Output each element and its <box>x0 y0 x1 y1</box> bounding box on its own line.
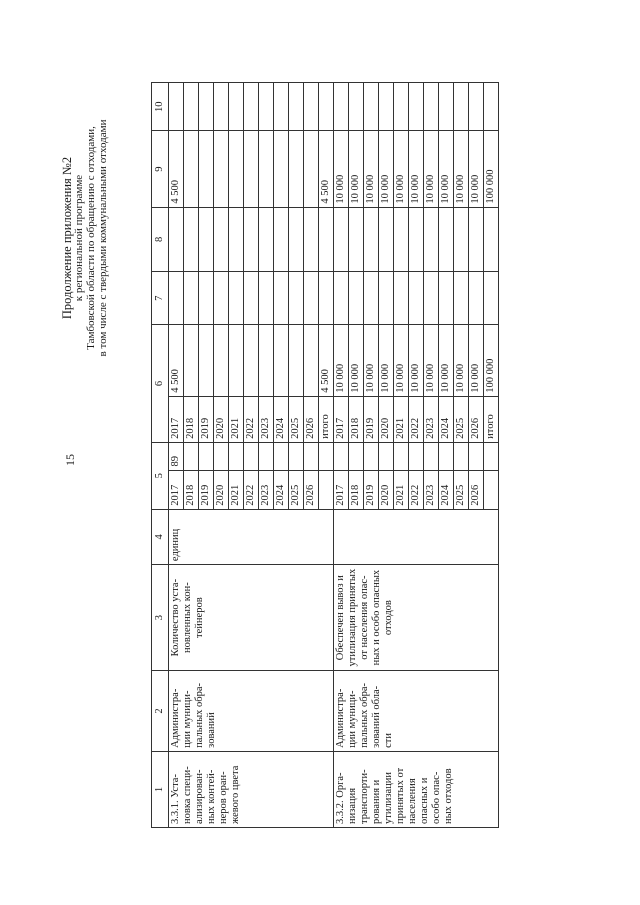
amount-cell <box>199 325 214 397</box>
amount-cell <box>439 207 454 272</box>
year-cell: 2026 <box>304 396 319 442</box>
table-row <box>169 83 184 828</box>
unit-cell: единиц <box>169 509 334 564</box>
executor-cell: Администра-ции муници-пальных обра-зований обла-сти <box>334 671 499 752</box>
year-cell: 2024 <box>439 396 454 442</box>
year-cell: 2023 <box>259 470 274 509</box>
amount-cell <box>274 207 289 272</box>
amount-cell: 100 000 <box>484 131 499 207</box>
year-cell: 2026 <box>304 470 319 509</box>
amount-cell <box>319 83 334 132</box>
amount-cell: 10 000 <box>394 325 409 397</box>
amount-cell <box>469 83 484 132</box>
amount-cell <box>379 272 394 325</box>
amount-cell: 10 000 <box>469 325 484 397</box>
column-number-row <box>152 83 169 828</box>
amount-cell <box>169 83 184 132</box>
year-cell <box>319 470 334 509</box>
amount-cell <box>304 83 319 132</box>
amount-cell <box>214 325 229 397</box>
year-cell: 2025 <box>289 396 304 442</box>
value-cell <box>484 442 499 470</box>
appendix-line-3: Тамбовской области по обращению с отходами, <box>85 126 97 350</box>
year-cell: 2025 <box>454 396 469 442</box>
value-cell <box>469 442 484 470</box>
amount-cell <box>169 207 184 272</box>
amount-cell <box>214 131 229 207</box>
amount-cell <box>364 272 379 325</box>
amount-cell <box>439 83 454 132</box>
amount-cell <box>304 207 319 272</box>
amount-cell: 10 000 <box>334 325 349 397</box>
amount-cell: 10 000 <box>409 131 424 207</box>
amount-cell <box>289 83 304 132</box>
amount-cell <box>244 272 259 325</box>
amount-cell <box>364 207 379 272</box>
year-cell: 2024 <box>274 470 289 509</box>
value-cell <box>259 442 274 470</box>
amount-cell <box>259 272 274 325</box>
appendix-line-4: в том числе с твердыми коммунальными отходами <box>97 119 109 357</box>
amount-cell <box>379 83 394 132</box>
amount-cell: 100 000 <box>484 325 499 397</box>
item-cell: 3.3.1. Уста-новка специ-ализирован-ных контей-неров оран-жевого цвета <box>169 751 334 827</box>
year-cell: 2026 <box>469 396 484 442</box>
amount-cell <box>184 131 199 207</box>
table-row <box>334 83 349 828</box>
value-cell <box>229 442 244 470</box>
amount-cell <box>304 325 319 397</box>
amount-cell <box>244 325 259 397</box>
amount-cell <box>409 83 424 132</box>
amount-cell <box>334 83 349 132</box>
year-cell: 2021 <box>229 470 244 509</box>
col-number: 1 <box>152 751 169 827</box>
amount-cell <box>274 83 289 132</box>
value-cell: 89 <box>169 442 184 470</box>
amount-cell <box>484 272 499 325</box>
value-cell <box>214 442 229 470</box>
year-cell: 2025 <box>454 470 469 509</box>
amount-cell: 10 000 <box>394 131 409 207</box>
year-cell: 2020 <box>214 396 229 442</box>
amount-cell: 10 000 <box>379 131 394 207</box>
amount-cell: 10 000 <box>439 131 454 207</box>
amount-cell: 10 000 <box>364 325 379 397</box>
value-cell <box>349 442 364 470</box>
amount-cell <box>244 131 259 207</box>
year-cell: итого <box>484 396 499 442</box>
amount-cell: 4 500 <box>169 325 184 397</box>
value-cell <box>244 442 259 470</box>
year-cell: 2018 <box>184 396 199 442</box>
amount-cell <box>289 207 304 272</box>
year-cell: 2017 <box>334 396 349 442</box>
appendix-heading <box>61 78 109 398</box>
amount-cell: 10 000 <box>424 131 439 207</box>
year-cell: 2019 <box>199 470 214 509</box>
value-cell <box>319 442 334 470</box>
amount-cell: 10 000 <box>454 131 469 207</box>
year-cell: 2017 <box>334 470 349 509</box>
amount-cell <box>454 272 469 325</box>
col-number: 4 <box>152 509 169 564</box>
amount-cell <box>349 272 364 325</box>
amount-cell <box>199 207 214 272</box>
amount-cell <box>304 272 319 325</box>
amount-cell <box>334 207 349 272</box>
amount-cell <box>469 207 484 272</box>
amount-cell <box>259 207 274 272</box>
appendix-title: Продолжение приложения №2 <box>60 156 74 320</box>
col-number: 5 <box>152 442 169 509</box>
page-header <box>55 52 147 852</box>
appendix-line-2: к региональной программе <box>73 174 85 302</box>
year-cell <box>484 470 499 509</box>
amount-cell: 10 000 <box>349 131 364 207</box>
value-cell <box>439 442 454 470</box>
amount-cell <box>484 207 499 272</box>
amount-cell <box>169 272 184 325</box>
col-number: 6 <box>152 325 169 443</box>
amount-cell <box>454 207 469 272</box>
year-cell: 2020 <box>379 470 394 509</box>
amount-cell: 4 500 <box>169 131 184 207</box>
amount-cell <box>244 83 259 132</box>
amount-cell <box>289 325 304 397</box>
value-cell <box>184 442 199 470</box>
amount-cell <box>304 131 319 207</box>
amount-cell <box>274 272 289 325</box>
amount-cell <box>424 272 439 325</box>
year-cell: 2023 <box>424 396 439 442</box>
amount-cell <box>454 83 469 132</box>
year-cell: 2021 <box>394 470 409 509</box>
amount-cell <box>349 207 364 272</box>
amount-cell <box>229 325 244 397</box>
year-cell: 2020 <box>214 470 229 509</box>
value-cell <box>454 442 469 470</box>
amount-cell <box>244 207 259 272</box>
year-cell: 2017 <box>169 470 184 509</box>
indicator-cell: Количество уста-новленных кон-тейнеров <box>169 565 334 671</box>
col-number: 7 <box>152 272 169 325</box>
col-number: 8 <box>152 207 169 272</box>
year-cell: 2024 <box>274 396 289 442</box>
amount-cell <box>199 131 214 207</box>
year-cell: 2020 <box>379 396 394 442</box>
amount-cell <box>214 272 229 325</box>
page-number: 15 <box>63 454 77 466</box>
amount-cell <box>259 325 274 397</box>
amount-cell <box>364 83 379 132</box>
amount-cell <box>214 83 229 132</box>
amount-cell <box>184 272 199 325</box>
indicator-cell: Обеспечен вывоз и утилизация принятых от населения опас-ных и особо опасных отходов <box>334 565 499 671</box>
amount-cell: 10 000 <box>454 325 469 397</box>
amount-cell <box>394 83 409 132</box>
amount-cell <box>394 207 409 272</box>
amount-cell <box>199 83 214 132</box>
program-table <box>151 82 499 828</box>
amount-cell <box>424 207 439 272</box>
year-cell: 2019 <box>364 396 379 442</box>
amount-cell <box>394 272 409 325</box>
amount-cell <box>439 272 454 325</box>
col-number: 2 <box>152 671 169 752</box>
year-cell: 2022 <box>409 470 424 509</box>
value-cell <box>379 442 394 470</box>
year-cell: 2018 <box>349 396 364 442</box>
year-cell: 2019 <box>364 470 379 509</box>
amount-cell <box>289 131 304 207</box>
year-cell: 2019 <box>199 396 214 442</box>
amount-cell <box>259 83 274 132</box>
year-cell: 2021 <box>394 396 409 442</box>
year-cell: 2017 <box>169 396 184 442</box>
amount-cell: 10 000 <box>409 325 424 397</box>
value-cell <box>304 442 319 470</box>
amount-cell <box>274 131 289 207</box>
year-cell: 2018 <box>349 470 364 509</box>
amount-cell <box>319 272 334 325</box>
value-cell <box>364 442 379 470</box>
col-number: 3 <box>152 565 169 671</box>
amount-cell: 10 000 <box>364 131 379 207</box>
table-body <box>152 83 499 828</box>
amount-cell: 4 500 <box>319 325 334 397</box>
amount-cell <box>259 131 274 207</box>
year-cell: 2024 <box>439 470 454 509</box>
year-cell: 2023 <box>259 396 274 442</box>
amount-cell <box>229 272 244 325</box>
value-cell <box>334 442 349 470</box>
rotated-page <box>55 52 585 852</box>
value-cell <box>289 442 304 470</box>
amount-cell <box>214 207 229 272</box>
value-cell <box>394 442 409 470</box>
amount-cell <box>349 83 364 132</box>
amount-cell: 10 000 <box>469 131 484 207</box>
executor-cell: Администра-ции муници-пальных обра-зований <box>169 671 334 752</box>
col-number: 9 <box>152 131 169 207</box>
amount-cell <box>289 272 304 325</box>
item-cell: 3.3.2. Орга-низация транспорти-рования и утилизации принятых от населения опасных и особо опас-ных отходов <box>334 751 499 827</box>
amount-cell: 10 000 <box>349 325 364 397</box>
value-cell <box>409 442 424 470</box>
amount-cell <box>184 83 199 132</box>
value-cell <box>274 442 289 470</box>
amount-cell <box>184 325 199 397</box>
amount-cell <box>409 272 424 325</box>
year-cell: 2021 <box>229 396 244 442</box>
amount-cell <box>424 83 439 132</box>
amount-cell <box>184 207 199 272</box>
year-cell: 2022 <box>409 396 424 442</box>
amount-cell <box>484 83 499 132</box>
amount-cell <box>379 207 394 272</box>
amount-cell <box>409 207 424 272</box>
year-cell: 2018 <box>184 470 199 509</box>
amount-cell <box>319 207 334 272</box>
amount-cell: 10 000 <box>439 325 454 397</box>
year-cell: 2025 <box>289 470 304 509</box>
amount-cell <box>229 83 244 132</box>
year-cell: итого <box>319 396 334 442</box>
year-cell: 2022 <box>244 470 259 509</box>
amount-cell <box>334 272 349 325</box>
value-cell <box>424 442 439 470</box>
amount-cell: 10 000 <box>424 325 439 397</box>
amount-cell <box>229 207 244 272</box>
amount-cell: 10 000 <box>379 325 394 397</box>
amount-cell <box>469 272 484 325</box>
year-cell: 2023 <box>424 470 439 509</box>
year-cell: 2022 <box>244 396 259 442</box>
value-cell <box>199 442 214 470</box>
amount-cell: 4 500 <box>319 131 334 207</box>
amount-cell <box>274 325 289 397</box>
year-cell: 2026 <box>469 470 484 509</box>
amount-cell <box>199 272 214 325</box>
amount-cell <box>229 131 244 207</box>
col-number: 10 <box>152 83 169 132</box>
amount-cell: 10 000 <box>334 131 349 207</box>
unit-cell <box>334 509 499 564</box>
